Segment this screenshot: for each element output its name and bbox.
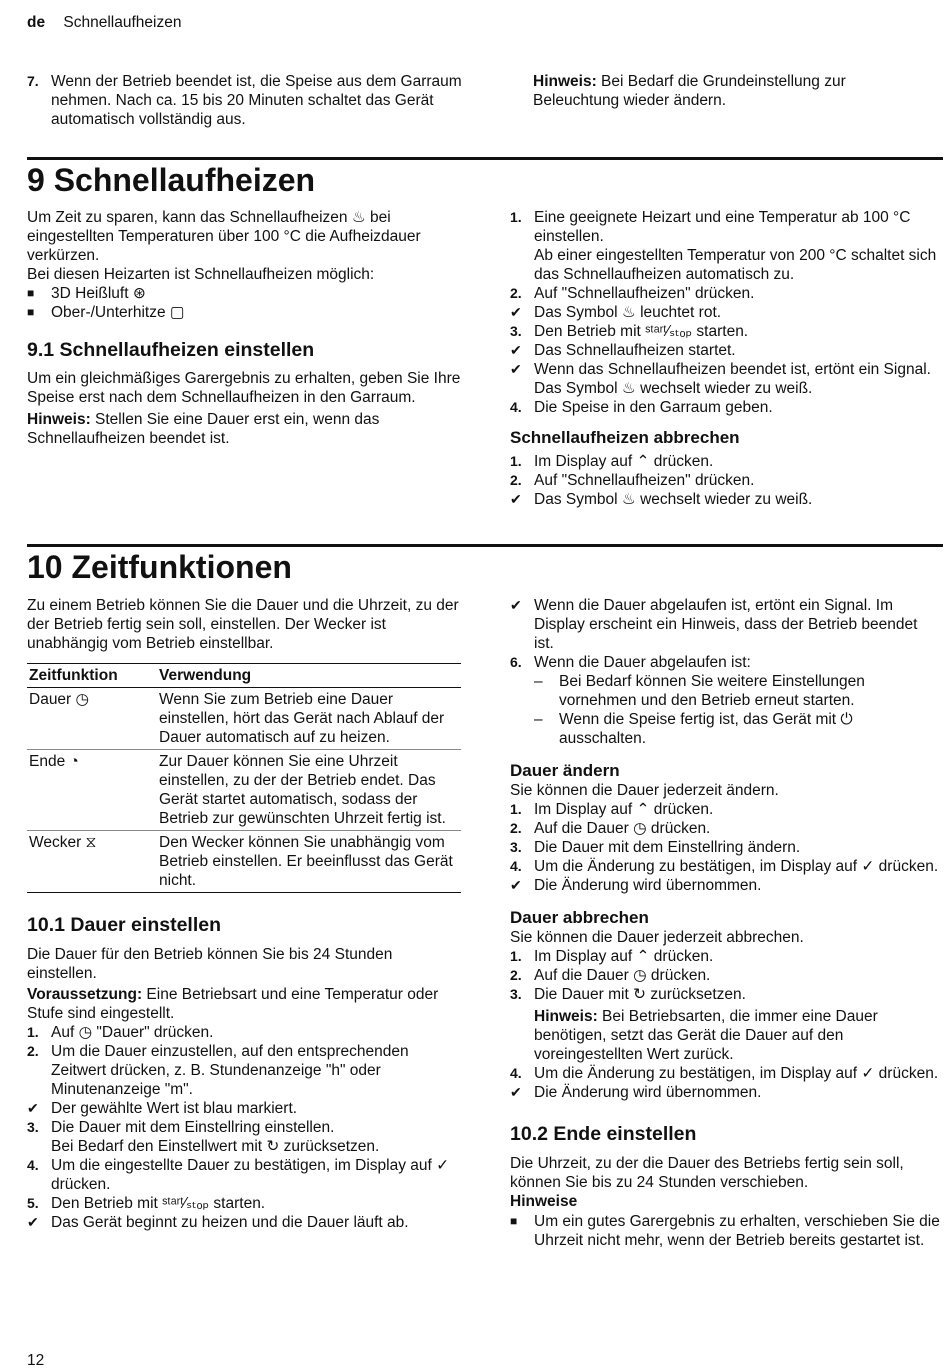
- step-number: 4.: [510, 858, 522, 874]
- step-text: Um die Dauer einzustellen, auf den entsprechenden Zeitwert drücken, z. B. Stundenanzeige "h" oder Minutenanzeige "m".: [51, 1043, 409, 1098]
- time-functions-table: [27, 663, 461, 893]
- step-text: Um die eingestellte Dauer zu bestätigen, im Display auf ✓ drücken.: [51, 1157, 450, 1193]
- cancel-title: Dauer abbrechen: [510, 908, 649, 927]
- section-9-left: [27, 208, 465, 448]
- step-number: [27, 1137, 51, 1156]
- subsection-10-1-title: 10.1 Dauer einstellen: [27, 914, 222, 936]
- subsection-paragraph: Die Dauer für den Betrieb können Sie bis 24 Stunden einstellen.: [27, 946, 393, 982]
- change-title: Dauer ändern: [510, 761, 620, 780]
- check-icon: ✔: [510, 597, 522, 613]
- step-number: 1.: [510, 801, 522, 817]
- step-text: Auf "Schnellaufheizen" drücken.: [534, 472, 755, 489]
- step-text: Den Betrieb mit ˢᵗᵃʳᵗ⁄ₛₜₒₚ starten.: [51, 1195, 266, 1212]
- list-item: [510, 471, 940, 490]
- step-text: Das Symbol ♨ wechselt wieder zu weiß.: [534, 491, 813, 508]
- end-paragraph: Die Uhrzeit, zu der die Dauer des Betriebs fertig sein soll, können Sie bis zu 24 Stunden verschieben.: [510, 1155, 904, 1191]
- step-text: Die Speise in den Garraum geben.: [534, 399, 773, 416]
- step-text: Das Gerät beginnt zu heizen und die Dauer läuft ab.: [51, 1214, 409, 1231]
- list-item: [27, 1156, 465, 1194]
- table-header: Verwendung: [157, 664, 461, 688]
- step-text: Der gewählte Wert ist blau markiert.: [51, 1100, 298, 1117]
- step-text: Auf die Dauer ◷ drücken.: [534, 820, 711, 837]
- result-item: [27, 1099, 465, 1118]
- step-text: Im Display auf ⌃ drücken.: [534, 801, 714, 818]
- check-icon: ✔: [510, 491, 522, 507]
- subsection-10-2-title: 10.2 Ende einstellen: [510, 1123, 697, 1145]
- step-text: Auf "Schnellaufheizen" drücken.: [534, 285, 755, 302]
- step-text: Wenn das Schnellaufheizen beendet ist, ertönt ein Signal. Das Symbol ♨ wechselt wieder zu weiß.: [534, 361, 931, 397]
- top-left-continuation: [27, 72, 465, 129]
- list-item: [510, 838, 940, 857]
- step-text: Um die Änderung zu bestätigen, im Display auf ✓ drücken.: [534, 1065, 939, 1082]
- step-number: 2.: [510, 472, 522, 488]
- list-item: [510, 819, 940, 838]
- sub-list-item: – Wenn die Speise fertig ist, das Gerät mit ⏻ ausschalten.: [534, 711, 853, 747]
- section-9-right: [510, 208, 940, 509]
- step-text: Die Änderung wird übernommen.: [534, 1084, 762, 1101]
- abort-title: Schnellaufheizen abbrechen: [510, 428, 740, 447]
- list-item: [510, 452, 940, 471]
- step-number: 2.: [510, 967, 522, 983]
- step-number: 3.: [510, 323, 522, 339]
- list-item: [510, 246, 940, 284]
- step-number: 2.: [510, 820, 522, 836]
- section-divider: [27, 157, 943, 160]
- step-text: Den Betrieb mit ˢᵗᵃʳᵗ⁄ₛₜₒₚ starten.: [534, 323, 749, 340]
- list-item: [510, 398, 940, 417]
- check-icon: ✔: [510, 361, 522, 377]
- check-icon: ✔: [510, 342, 522, 358]
- section-10-title: 10 Zeitfunktionen: [27, 549, 292, 585]
- step-text: Die Dauer mit dem Einstellring ändern.: [534, 839, 801, 856]
- step-number: 7.: [27, 73, 39, 89]
- section-9-title: 9 Schnellaufheizen: [27, 162, 316, 198]
- page-number: 12: [27, 1352, 45, 1369]
- precondition-label: Voraussetzung:: [27, 986, 143, 1003]
- step-text: Die Änderung wird übernommen.: [534, 877, 762, 894]
- step-number: 5.: [27, 1195, 39, 1211]
- step-number: 1.: [510, 948, 522, 964]
- list-item: [510, 800, 940, 819]
- step-text: Eine geeignete Heizart und eine Temperatur ab 100 °C einstellen.: [534, 209, 911, 245]
- check-icon: ✔: [27, 1100, 39, 1116]
- intro-paragraph: Um Zeit zu sparen, kann das Schnellaufheizen ♨ bei eingestellten Temperaturen über 100 °C die Aufheizdauer verkürzen.: [27, 209, 421, 264]
- list-item: ■ Ober-/Unterhitze ▢: [27, 304, 185, 321]
- step-number: 4.: [510, 1065, 522, 1081]
- list-item: [510, 322, 940, 341]
- step-text: Auf die Dauer ◷ drücken.: [534, 967, 711, 984]
- list-item: [510, 653, 940, 672]
- step-text: Wenn der Betrieb beendet ist, die Speise aus dem Garraum nehmen. Nach ca. 15 bis 20 Minuten schaltet das Gerät automatisch vollständig aus.: [51, 73, 462, 128]
- top-right-hint: [533, 72, 933, 110]
- table-row: Dauer ◷ Wenn Sie zum Betrieb eine Dauer einstellen, hört das Gerät nach Ablauf der Dauer automatisch auf zu heizen.: [27, 688, 461, 750]
- table-header: Zeitfunktion: [27, 664, 157, 688]
- step-text: Wenn die Dauer abgelaufen ist:: [534, 654, 751, 671]
- step-text: Wenn die Dauer abgelaufen ist, ertönt ein Signal. Im Display erscheint ein Hinweis, dass der Betrieb beendet ist.: [534, 597, 918, 652]
- hint-text: Bei Bedarf die Grundeinstellung zur Beleuchtung wieder ändern.: [533, 73, 846, 109]
- step-number: 6.: [510, 654, 522, 670]
- table-row: Ende ◔ Zur Dauer können Sie eine Uhrzeit einstellen, zu der der Betrieb endet. Das Gerät startet automatisch, sodass der Betrieb zur gewünschten Uhrzeit fertig ist.: [27, 750, 461, 831]
- section-divider: [27, 544, 943, 547]
- hint-text: Stellen Sie eine Dauer erst ein, wenn das Schnellaufheizen beendet ist.: [27, 411, 380, 447]
- check-icon: ✔: [510, 304, 522, 320]
- list-item: [510, 208, 940, 246]
- list-item: [510, 857, 940, 876]
- hint-text: Bei Betriebsarten, die immer eine Dauer benötigen, setzt das Gerät die Dauer auf den voreingestellten Wert zurück.: [534, 1008, 878, 1063]
- result-item: [510, 490, 940, 509]
- step-number: 3.: [27, 1119, 39, 1135]
- list-item: [510, 1064, 940, 1083]
- step-number: 3.: [510, 839, 522, 855]
- step-number: 1.: [510, 209, 522, 225]
- list-item: [27, 1194, 465, 1213]
- step-text: Die Dauer mit dem Einstellring einstellen.: [51, 1119, 335, 1136]
- list-item: [27, 1137, 465, 1156]
- cancel-paragraph: Sie können die Dauer jederzeit abbrechen.: [510, 929, 804, 946]
- step-text: Das Schnellaufheizen startet.: [534, 342, 736, 359]
- step-number: [510, 246, 534, 284]
- table-row: Wecker ⧖ Den Wecker können Sie unabhängig vom Betrieb einstellen. Er beeinflusst das Gerät nicht.: [27, 831, 461, 893]
- intro-paragraph: Zu einem Betrieb können Sie die Dauer und die Uhrzeit, zu der der Betrieb fertig sein soll, einstellen. Der Wecker ist unabhängig vom Betrieb einstellbar.: [27, 597, 459, 652]
- step-number: 2.: [510, 285, 522, 301]
- list-item: [27, 72, 465, 129]
- step-text: Um die Änderung zu bestätigen, im Display auf ✓ drücken.: [534, 858, 939, 875]
- result-item: [510, 341, 940, 360]
- result-item: [510, 360, 940, 398]
- step-number: 2.: [27, 1043, 39, 1059]
- sub-list-item: – Bei Bedarf können Sie weitere Einstellungen vornehmen und den Betrieb erneut starten.: [534, 673, 865, 709]
- step-text: Ab einer eingestellten Temperatur von 200 °C schaltet sich das Schnellaufheizen automatisch zu.: [534, 247, 937, 283]
- step-text: Das Symbol ♨ leuchtet rot.: [534, 304, 722, 321]
- check-icon: ✔: [510, 1084, 522, 1100]
- step-number: 1.: [27, 1024, 39, 1040]
- list-item: [510, 985, 940, 1004]
- result-item: [510, 876, 940, 895]
- step-number: 4.: [27, 1157, 39, 1173]
- precondition-text: Eine Betriebsart und eine Temperatur oder Stufe sind eingestellt.: [27, 986, 439, 1022]
- step-text: Die Dauer mit ↻ zurücksetzen.: [534, 986, 746, 1003]
- possible-text: Bei diesen Heizarten ist Schnellaufheizen möglich:: [27, 266, 375, 283]
- header-title: Schnellaufheizen: [63, 14, 182, 31]
- section-10-right: [510, 596, 940, 1250]
- running-header: [27, 13, 181, 32]
- step-number: 4.: [510, 399, 522, 415]
- list-item: ■ Um ein gutes Garergebnis zu erhalten, verschieben Sie die Uhrzeit nicht mehr, wenn der Betrieb bereits gestartet ist.: [510, 1213, 940, 1249]
- result-item: [27, 1213, 465, 1232]
- step-text: Bei Bedarf den Einstellwert mit ↻ zurücksetzen.: [51, 1138, 380, 1155]
- subsection-9-1-title: 9.1 Schnellaufheizen einstellen: [27, 339, 315, 361]
- list-item: [27, 1023, 465, 1042]
- result-item: [510, 303, 940, 322]
- section-10-left: [27, 596, 465, 1232]
- subsection-paragraph: Um ein gleichmäßiges Garergebnis zu erhalten, geben Sie Ihre Speise erst nach dem Schnellaufheizen in den Garraum.: [27, 370, 461, 406]
- list-item: [510, 966, 940, 985]
- list-item: [27, 1118, 465, 1137]
- list-item: [510, 947, 940, 966]
- step-text: Auf ◷ "Dauer" drücken.: [51, 1024, 214, 1041]
- hint-label: Hinweis:: [27, 411, 91, 428]
- step-text: Im Display auf ⌃ drücken.: [534, 948, 714, 965]
- hint-label: Hinweis:: [533, 73, 597, 90]
- step-number: 3.: [510, 986, 522, 1002]
- result-item: [510, 1083, 940, 1102]
- check-icon: ✔: [27, 1214, 39, 1230]
- list-item: [27, 1042, 465, 1099]
- hints-title: Hinweise: [510, 1193, 578, 1210]
- hint-label: Hinweis:: [534, 1008, 598, 1025]
- list-item: [510, 284, 940, 303]
- result-item: [510, 596, 940, 653]
- change-paragraph: Sie können die Dauer jederzeit ändern.: [510, 782, 779, 799]
- step-text: Im Display auf ⌃ drücken.: [534, 453, 714, 470]
- check-icon: ✔: [510, 877, 522, 893]
- list-item: ■ 3D Heißluft ⊛: [27, 285, 146, 302]
- step-number: 1.: [510, 453, 522, 469]
- language-code: de: [27, 14, 46, 31]
